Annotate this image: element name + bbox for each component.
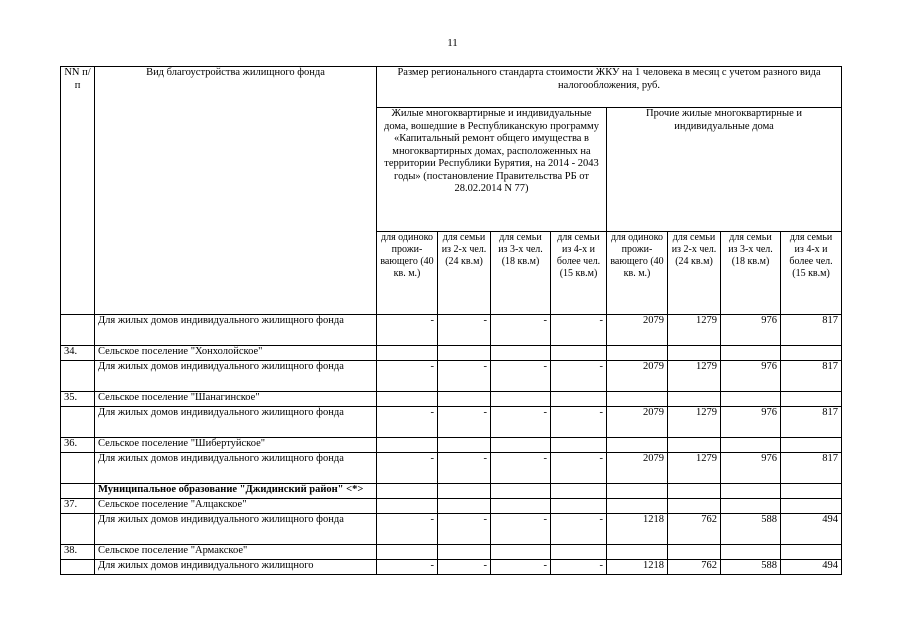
- row-number: [61, 484, 95, 499]
- empty-cell: [607, 484, 668, 499]
- empty-cell: [438, 438, 491, 453]
- table-row: [61, 407, 842, 438]
- value-cell: -: [438, 361, 491, 392]
- table-row: [61, 545, 842, 560]
- value-cell: 1218: [607, 514, 668, 545]
- empty-cell: [721, 545, 781, 560]
- empty-cell: [781, 346, 842, 361]
- subheader-b-4: для семьи из 4-х и более чел. (15 кв.м): [781, 232, 842, 315]
- settlement-label: Сельское поселение "Шибертуйское": [95, 438, 377, 453]
- subheader-a-4: для семьи из 4-х и более чел. (15 кв.м): [551, 232, 607, 315]
- table-row: [61, 438, 842, 453]
- empty-cell: [377, 438, 438, 453]
- value-cell: -: [551, 453, 607, 484]
- row-number: [61, 514, 95, 545]
- empty-cell: [551, 438, 607, 453]
- value-cell: -: [551, 361, 607, 392]
- subheader-a-2: для семьи из 2-х чел. (24 кв.м): [438, 232, 491, 315]
- table-body: [61, 315, 842, 575]
- empty-cell: [668, 545, 721, 560]
- value-cell: 976: [721, 361, 781, 392]
- empty-cell: [781, 545, 842, 560]
- value-cell: -: [438, 315, 491, 346]
- empty-cell: [551, 346, 607, 361]
- value-cell: -: [551, 514, 607, 545]
- empty-cell: [721, 392, 781, 407]
- value-cell: 762: [668, 514, 721, 545]
- empty-cell: [607, 545, 668, 560]
- header-type: Вид благоустройства жилищного фонда: [95, 67, 377, 315]
- value-cell: 1279: [668, 361, 721, 392]
- fund-type-label: Для жилых домов индивидуального жилищного: [95, 560, 377, 575]
- header-size: Размер регионального стандарта стоимости ЖКУ на 1 человека в месяц с учетом разного вида налогообложения, руб.: [377, 67, 842, 108]
- value-cell: -: [551, 407, 607, 438]
- header-nn: NN п/п: [61, 67, 95, 315]
- value-cell: -: [377, 407, 438, 438]
- value-cell: -: [551, 315, 607, 346]
- fund-type-label: Для жилых домов индивидуального жилищного фонда: [95, 407, 377, 438]
- empty-cell: [377, 346, 438, 361]
- header-group-capital-repair: Жилые многоквартирные и индивидуальные дома, вошедшие в Республиканскую программу «Капитальный ремонт общего имущества в многоквартирных домах, расположенных на территории Республики Бурятия, на 2014 - 2043 годы» (постановление Правительства РБ от 28.02.2014 N 77): [377, 108, 607, 232]
- empty-cell: [491, 346, 551, 361]
- empty-cell: [668, 484, 721, 499]
- empty-cell: [781, 499, 842, 514]
- value-cell: -: [438, 453, 491, 484]
- empty-cell: [377, 484, 438, 499]
- header-group-other: Прочие жилые многоквартирные и индивидуальные дома: [607, 108, 842, 232]
- empty-cell: [377, 499, 438, 514]
- value-cell: -: [551, 560, 607, 575]
- row-number: 38.: [61, 545, 95, 560]
- value-cell: -: [491, 361, 551, 392]
- value-cell: 762: [668, 560, 721, 575]
- empty-cell: [607, 499, 668, 514]
- subheader-b-3: для семьи из 3-х чел. (18 кв.м): [721, 232, 781, 315]
- value-cell: 817: [781, 315, 842, 346]
- empty-cell: [781, 484, 842, 499]
- empty-cell: [781, 392, 842, 407]
- empty-cell: [607, 392, 668, 407]
- empty-cell: [721, 499, 781, 514]
- value-cell: 1279: [668, 407, 721, 438]
- settlement-label: Сельское поселение "Шанагинское": [95, 392, 377, 407]
- subheader-a-1: для одиноко прожи-вающего (40 кв. м.): [377, 232, 438, 315]
- empty-cell: [721, 484, 781, 499]
- table-row: [61, 361, 842, 392]
- empty-cell: [377, 545, 438, 560]
- page-number: 11: [447, 37, 458, 49]
- value-cell: -: [377, 361, 438, 392]
- value-cell: 817: [781, 407, 842, 438]
- table-row: [61, 499, 842, 514]
- row-number: 35.: [61, 392, 95, 407]
- value-cell: 1279: [668, 453, 721, 484]
- value-cell: -: [438, 407, 491, 438]
- value-cell: -: [377, 315, 438, 346]
- row-number: [61, 361, 95, 392]
- empty-cell: [668, 392, 721, 407]
- value-cell: 2079: [607, 315, 668, 346]
- value-cell: -: [438, 514, 491, 545]
- value-cell: 494: [781, 560, 842, 575]
- row-number: [61, 315, 95, 346]
- value-cell: 976: [721, 315, 781, 346]
- value-cell: 494: [781, 514, 842, 545]
- value-cell: 976: [721, 407, 781, 438]
- empty-cell: [551, 392, 607, 407]
- value-cell: 817: [781, 361, 842, 392]
- empty-cell: [438, 346, 491, 361]
- empty-cell: [721, 438, 781, 453]
- value-cell: -: [377, 514, 438, 545]
- value-cell: -: [377, 560, 438, 575]
- table-row: [61, 514, 842, 545]
- row-number: 36.: [61, 438, 95, 453]
- value-cell: -: [491, 315, 551, 346]
- empty-cell: [491, 392, 551, 407]
- empty-cell: [551, 499, 607, 514]
- empty-cell: [438, 545, 491, 560]
- row-number: [61, 407, 95, 438]
- fund-type-label: Для жилых домов индивидуального жилищного фонда: [95, 361, 377, 392]
- value-cell: -: [491, 453, 551, 484]
- subheader-b-2: для семьи из 2-х чел. (24 кв.м): [668, 232, 721, 315]
- value-cell: 2079: [607, 453, 668, 484]
- settlement-label: Сельское поселение "Алцакское": [95, 499, 377, 514]
- empty-cell: [668, 438, 721, 453]
- empty-cell: [438, 484, 491, 499]
- value-cell: -: [438, 560, 491, 575]
- housing-cost-table: [60, 66, 842, 575]
- value-cell: 588: [721, 560, 781, 575]
- value-cell: 2079: [607, 407, 668, 438]
- value-cell: 588: [721, 514, 781, 545]
- value-cell: -: [491, 514, 551, 545]
- settlement-label: Сельское поселение "Армакское": [95, 545, 377, 560]
- value-cell: 817: [781, 453, 842, 484]
- empty-cell: [491, 499, 551, 514]
- settlement-label: Сельское поселение "Хонхолойское": [95, 346, 377, 361]
- table-row: [61, 560, 842, 575]
- fund-type-label: Для жилых домов индивидуального жилищного фонда: [95, 315, 377, 346]
- value-cell: 976: [721, 453, 781, 484]
- empty-cell: [438, 499, 491, 514]
- row-number: [61, 453, 95, 484]
- municipality-label: Муниципальное образование "Джидинский район" <*>: [95, 484, 377, 499]
- empty-cell: [668, 499, 721, 514]
- empty-cell: [607, 346, 668, 361]
- fund-type-label: Для жилых домов индивидуального жилищного фонда: [95, 514, 377, 545]
- empty-cell: [491, 545, 551, 560]
- empty-cell: [721, 346, 781, 361]
- table-row: [61, 392, 842, 407]
- empty-cell: [781, 438, 842, 453]
- row-number: 37.: [61, 499, 95, 514]
- row-number: 34.: [61, 346, 95, 361]
- empty-cell: [438, 392, 491, 407]
- table-row: [61, 484, 842, 499]
- empty-cell: [377, 392, 438, 407]
- value-cell: 1218: [607, 560, 668, 575]
- empty-cell: [551, 484, 607, 499]
- table-row: [61, 315, 842, 346]
- table-row: [61, 453, 842, 484]
- empty-cell: [668, 346, 721, 361]
- value-cell: -: [491, 560, 551, 575]
- empty-cell: [491, 484, 551, 499]
- value-cell: -: [377, 453, 438, 484]
- fund-type-label: Для жилых домов индивидуального жилищного фонда: [95, 453, 377, 484]
- value-cell: -: [491, 407, 551, 438]
- empty-cell: [491, 438, 551, 453]
- table-row: [61, 346, 842, 361]
- value-cell: 1279: [668, 315, 721, 346]
- row-number: [61, 560, 95, 575]
- empty-cell: [551, 545, 607, 560]
- empty-cell: [607, 438, 668, 453]
- value-cell: 2079: [607, 361, 668, 392]
- subheader-a-3: для семьи из 3-х чел. (18 кв.м): [491, 232, 551, 315]
- subheader-b-1: для одиноко прожи-вающего (40 кв. м.): [607, 232, 668, 315]
